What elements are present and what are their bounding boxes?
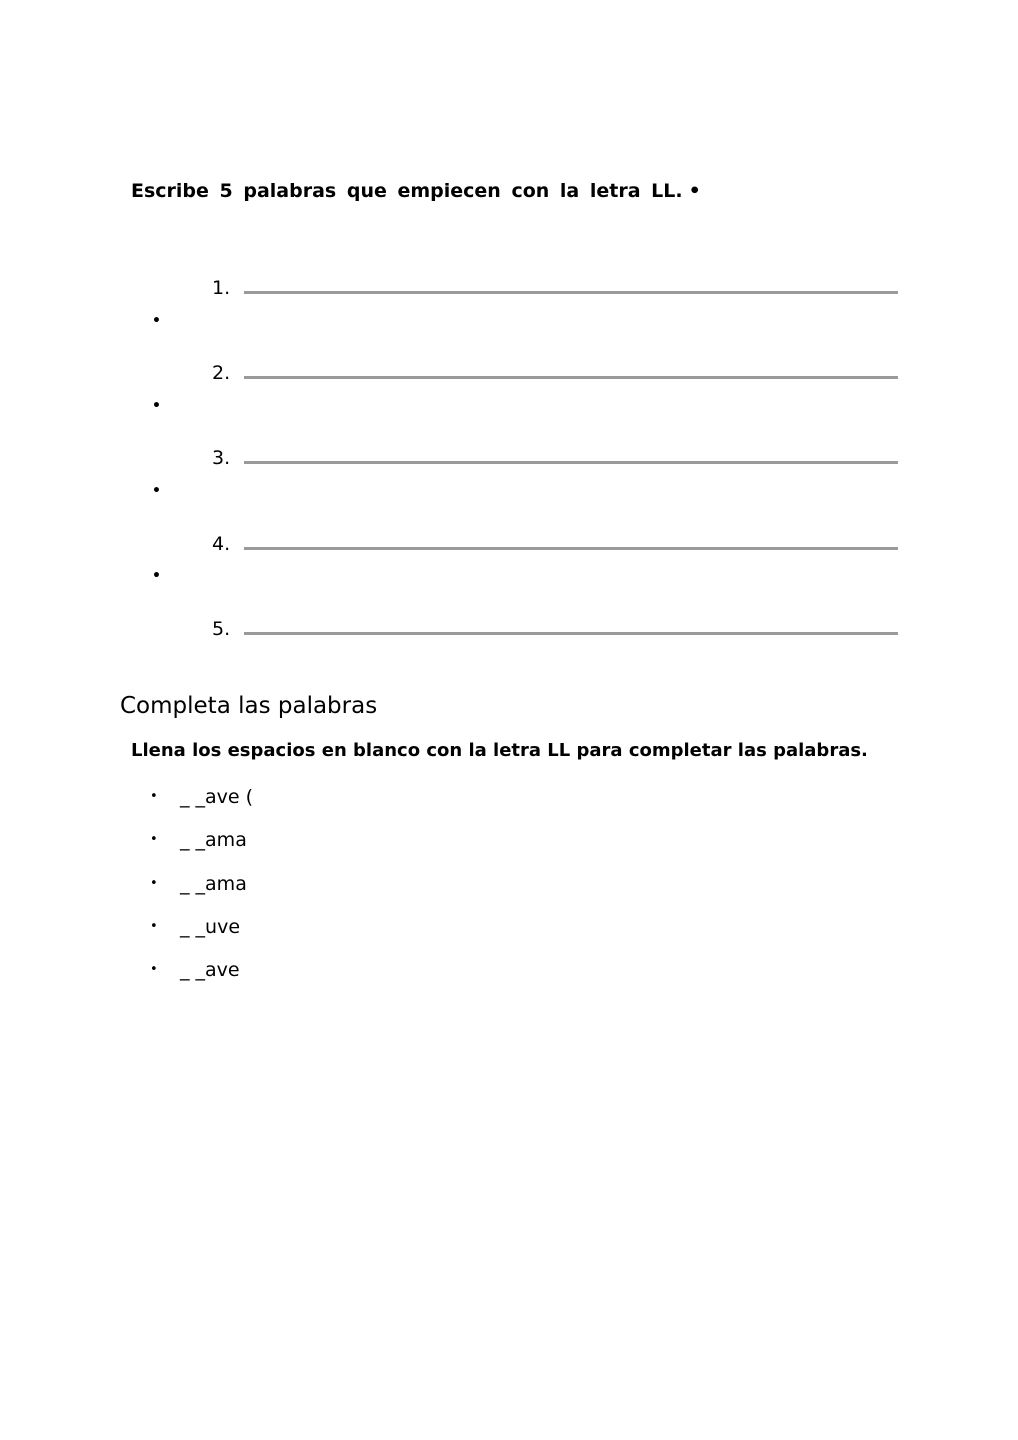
stray-bullet: • <box>152 398 161 414</box>
list-item[interactable] <box>150 957 253 1000</box>
section-heading: Completa las palabras <box>120 693 378 719</box>
bullet: • <box>150 832 158 848</box>
bullet: • <box>150 789 158 804</box>
answer-line[interactable] <box>244 547 898 550</box>
answer-line[interactable] <box>244 632 898 635</box>
word-text: _ _ama <box>180 829 247 852</box>
answer-row-4[interactable] <box>212 533 898 563</box>
bullet: • <box>150 918 158 934</box>
exercise-1-instruction-text: Escribe 5 palabras que empiecen con la letra LL. <box>131 180 683 202</box>
word-list <box>150 784 253 1000</box>
stray-bullet: • <box>152 568 161 584</box>
answer-row-3[interactable] <box>212 447 898 477</box>
answer-number: 5. <box>212 618 231 640</box>
stray-bullet: • <box>152 483 161 499</box>
word-text: _ _uve <box>180 915 241 938</box>
answer-row-5[interactable] <box>212 618 898 648</box>
trailing-bullet: • <box>688 180 701 202</box>
list-item[interactable] <box>150 784 253 827</box>
exercise-2-instruction: Llena los espacios en blanco con la letra LL para completar las palabras. <box>131 740 868 761</box>
answer-row-1[interactable] <box>212 277 898 307</box>
answer-line[interactable] <box>244 291 898 294</box>
bullet: • <box>150 962 158 978</box>
answer-number: 1. <box>212 277 231 299</box>
answer-number: 3. <box>212 447 231 469</box>
word-text: _ _ave <box>180 959 240 982</box>
answer-number: 4. <box>212 533 231 555</box>
bullet: • <box>150 875 158 891</box>
answer-line[interactable] <box>244 461 898 464</box>
answer-line[interactable] <box>244 376 898 379</box>
stray-bullet: • <box>152 313 161 329</box>
list-item[interactable] <box>150 871 253 914</box>
answer-row-2[interactable] <box>212 362 898 392</box>
list-item[interactable] <box>150 914 253 957</box>
list-item[interactable] <box>150 827 253 870</box>
answer-number: 2. <box>212 362 231 384</box>
exercise-1-instruction <box>131 180 701 202</box>
word-text: _ _ama <box>180 872 247 895</box>
word-text: _ _ave ( <box>180 786 254 808</box>
